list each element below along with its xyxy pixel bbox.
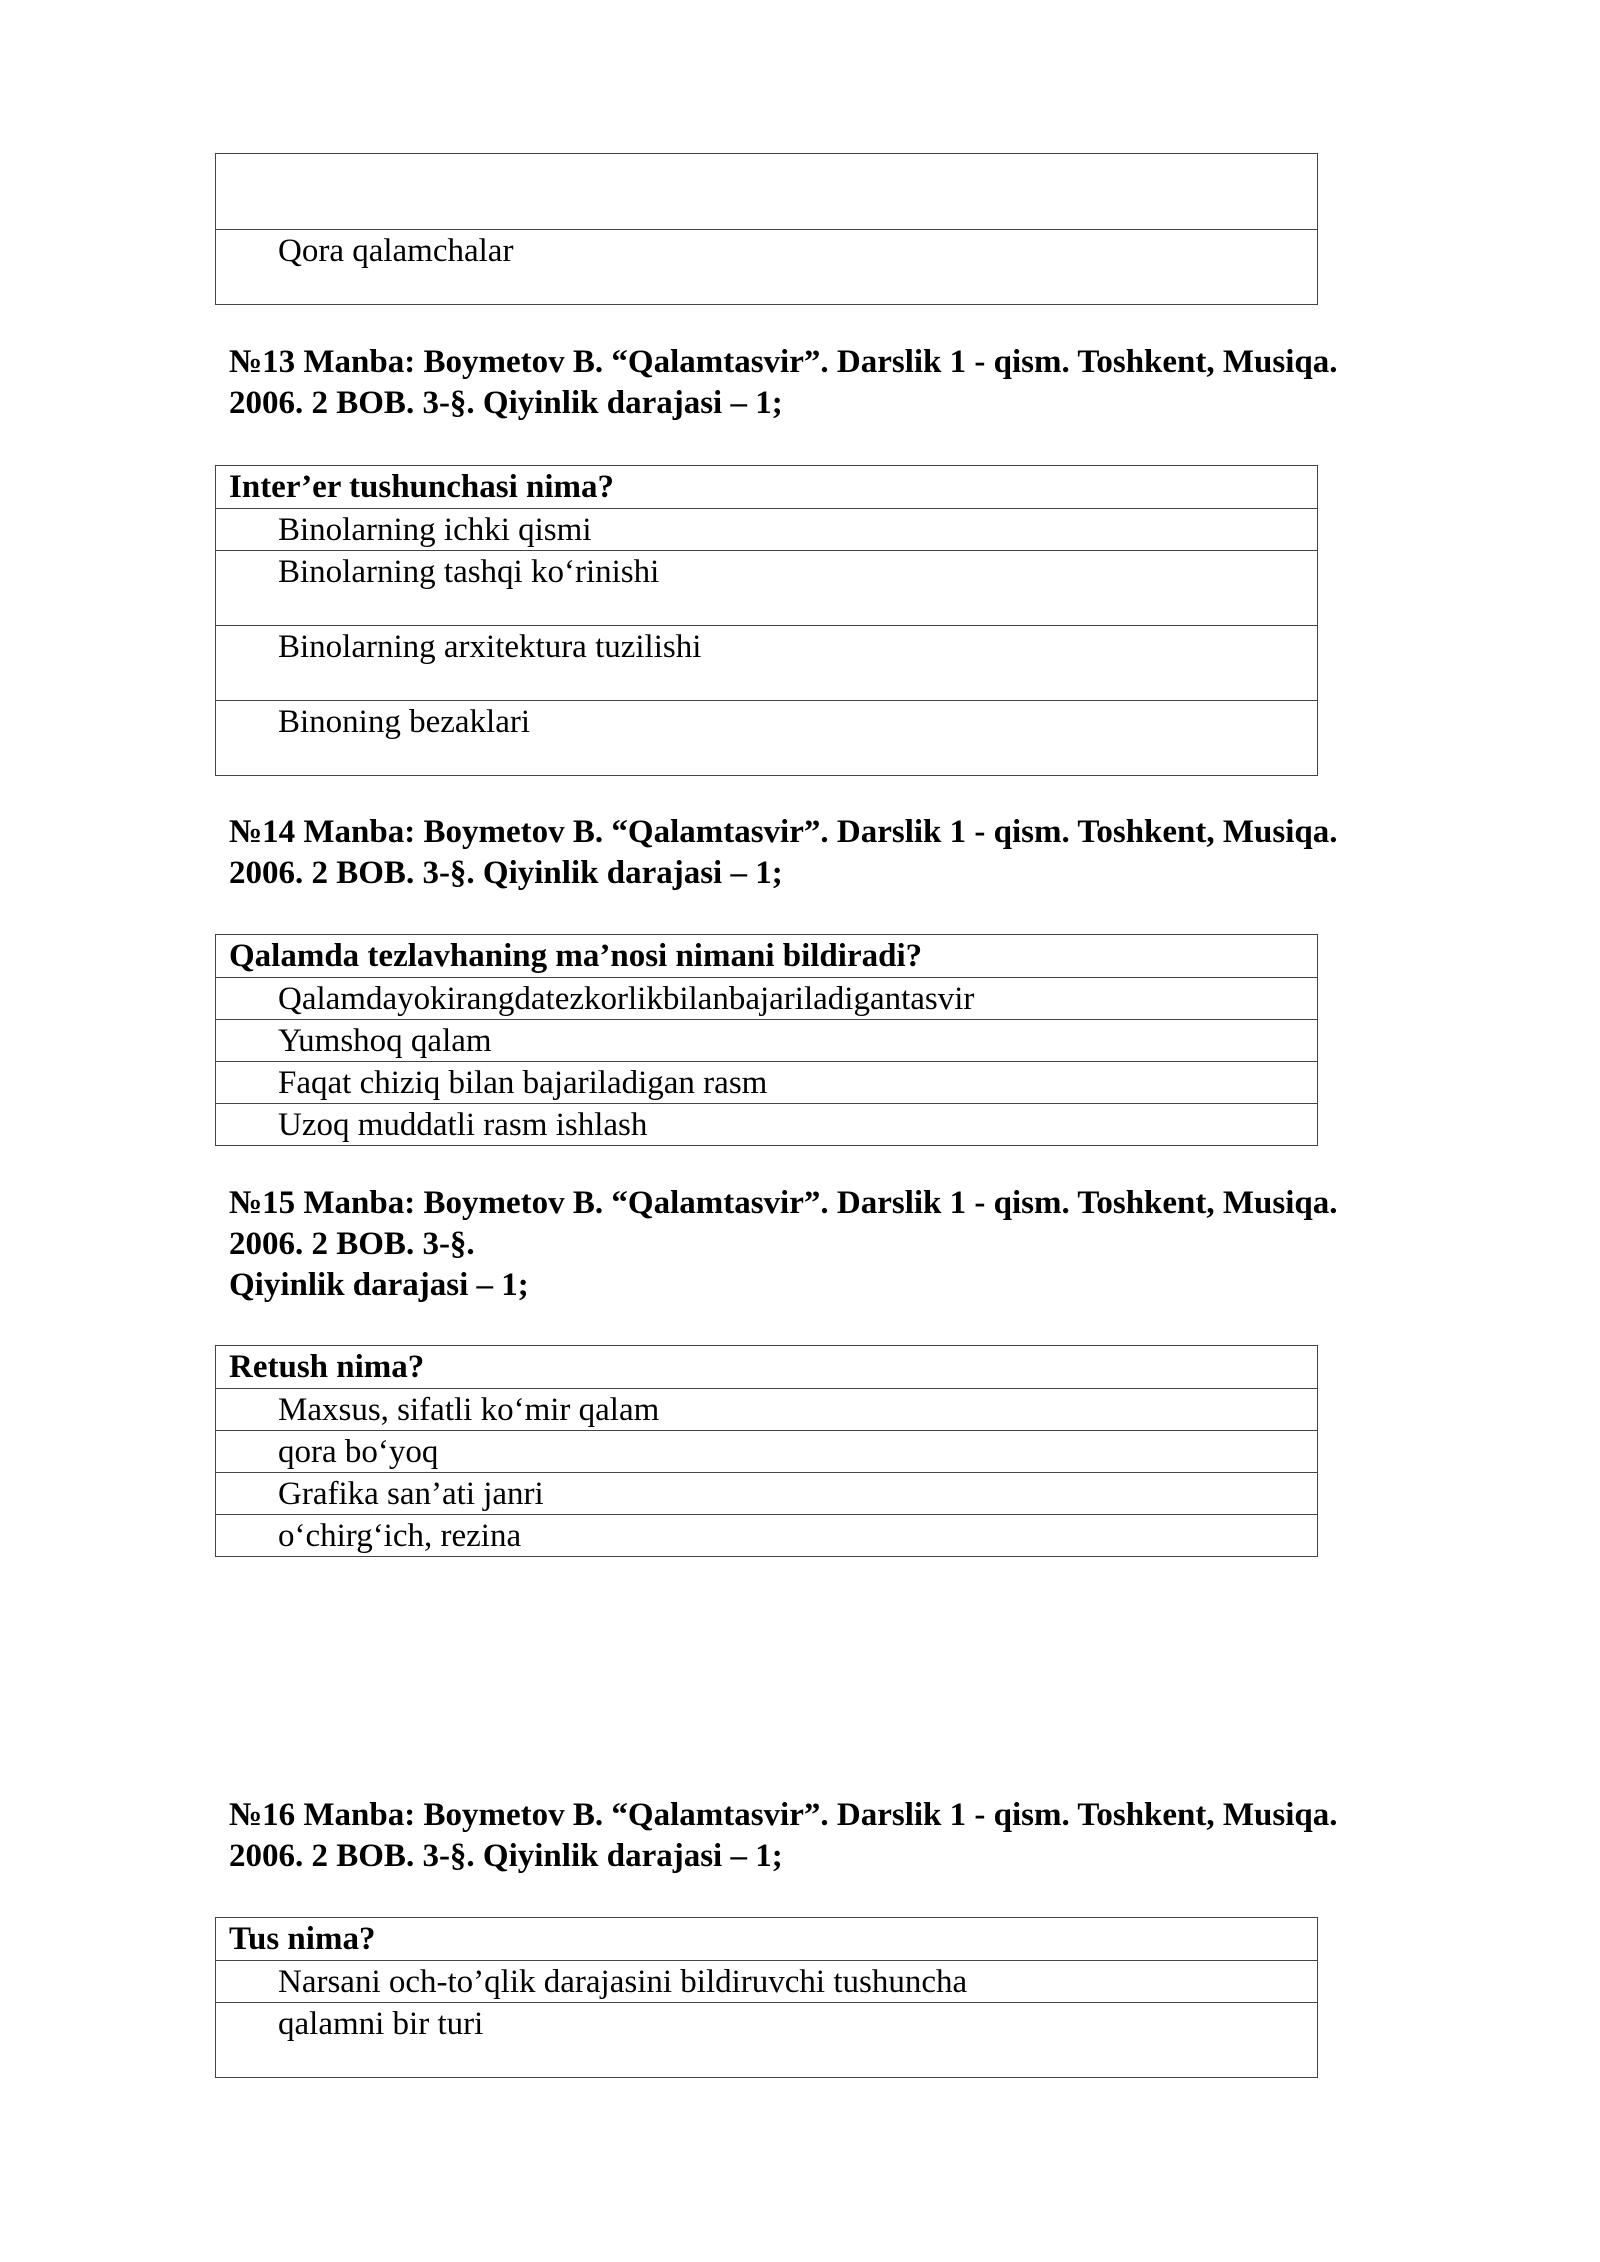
question-14-table — [215, 934, 1318, 1146]
answer-table-top — [215, 153, 1318, 305]
question-text: Inter’er tushunchasi nima? — [229, 469, 615, 505]
heading-line: 2006. 2 BOB. 3-§. Qiyinlik darajasi – 1; — [229, 1838, 783, 1874]
answer-option: Narsani och-to’qlik darajasini bildiruvchi tushuncha — [216, 1960, 1317, 2002]
question-15-heading — [229, 1183, 1479, 1306]
question-14-heading — [229, 812, 1479, 894]
answer-option: Binolarning ichki qismi — [216, 508, 1317, 550]
answer-option: Maxsus, sifatli ko‘mir qalam — [216, 1388, 1317, 1430]
heading-line: №15 Manba: Boymetov B. “Qalamtasvir”. Darslik 1 - qism. Toshkent, Musiqa. — [229, 1185, 1338, 1221]
answer-option: Yumshoq qalam — [216, 1019, 1317, 1061]
question-text: Retush nima? — [229, 1349, 425, 1385]
answer-row: Qora qalamchalar — [216, 229, 1317, 304]
answer-option: Qalamdayokirangdatezkorlikbilanbajariladigantasvir — [216, 977, 1317, 1019]
question-text: Tus nima? — [229, 1921, 376, 1957]
question-text: Qalamda tezlavhaning ma’nosi nimani bildiradi? — [229, 938, 923, 974]
answer-option: Binolarning tashqi ko‘rinishi — [216, 550, 1317, 625]
answer-option: Binolarning arxitektura tuzilishi — [216, 625, 1317, 700]
answer-option: o‘chirg‘ich, rezina — [216, 1514, 1317, 1556]
heading-line: Qiyinlik darajasi – 1; — [229, 1267, 529, 1303]
answer-option: qalamni bir turi — [216, 2002, 1317, 2077]
question-13-heading — [229, 342, 1479, 424]
question-15-table — [215, 1345, 1318, 1557]
heading-line: №13 Manba: Boymetov B. “Qalamtasvir”. Darslik 1 - qism. Toshkent, Musiqa. — [229, 344, 1338, 380]
answer-option: Binoning bezaklari — [216, 700, 1317, 775]
answer-option: Faqat chiziq bilan bajariladigan rasm — [216, 1061, 1317, 1103]
heading-line: 2006. 2 BOB. 3-§. — [229, 1226, 475, 1262]
answer-row-empty — [216, 154, 1317, 229]
heading-line: 2006. 2 BOB. 3-§. Qiyinlik darajasi – 1; — [229, 385, 783, 421]
heading-line: 2006. 2 BOB. 3-§. Qiyinlik darajasi – 1; — [229, 855, 783, 891]
heading-line: №14 Manba: Boymetov B. “Qalamtasvir”. Darslik 1 - qism. Toshkent, Musiqa. — [229, 814, 1338, 850]
question-13-table — [215, 465, 1318, 776]
answer-option: qora bo‘yoq — [216, 1430, 1317, 1472]
question-16-table — [215, 1917, 1318, 2078]
answer-option: Uzoq muddatli rasm ishlash — [216, 1103, 1317, 1145]
answer-option: Grafika san’ati janri — [216, 1472, 1317, 1514]
question-16-heading — [229, 1795, 1479, 1877]
heading-line: №16 Manba: Boymetov B. “Qalamtasvir”. Darslik 1 - qism. Toshkent, Musiqa. — [229, 1797, 1338, 1833]
